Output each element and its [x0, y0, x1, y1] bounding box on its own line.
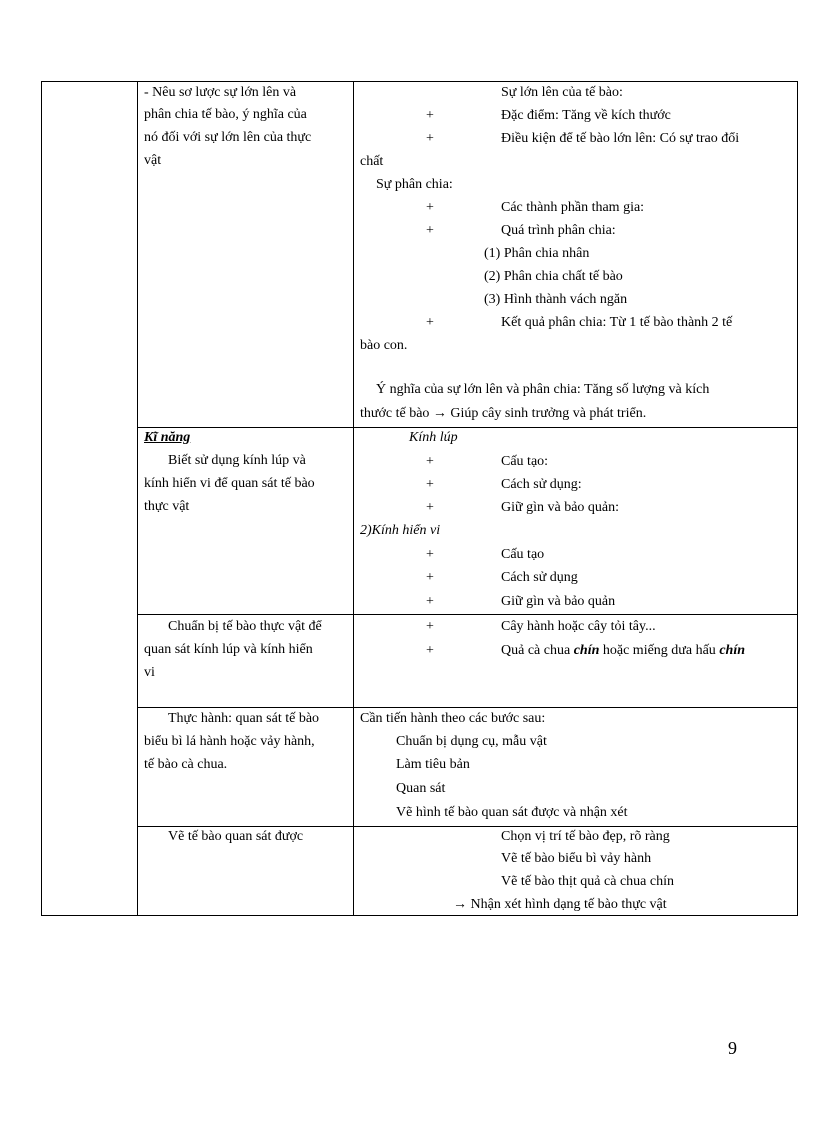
content-line: Kết quả phân chia: Từ 1 tế bào thành 2 tế [501, 315, 733, 330]
content-line: Quan sát [396, 781, 446, 796]
content-line: (3) Hình thành vách ngăn [484, 292, 628, 307]
content-line: Quá trình phân chia: [501, 223, 616, 238]
content-line: Cây hành hoặc cây tỏi tây... [501, 619, 656, 634]
content-line: Ý nghĩa của sự lớn lên và phân chia: Tăng số lượng và kích [376, 382, 710, 397]
content-line: Sự phân chia: [376, 177, 453, 192]
bullet: + [426, 223, 434, 238]
req-line: Chuẩn bị tế bào thực vật để [168, 619, 322, 634]
content-line: Vẽ hình tế bào quan sát được và nhận xét [396, 805, 628, 820]
content-line: chất [360, 154, 384, 169]
content-line: Chọn vị trí tế bào đẹp, rõ ràng [501, 829, 670, 844]
content-line: Làm tiêu bản [396, 757, 470, 772]
req-line: - Nêu sơ lược sự lớn lên và [144, 85, 297, 100]
req-line: phân chia tế bào, ý nghĩa của [144, 107, 307, 122]
content-line: Kính lúp [409, 430, 458, 445]
content-line: (1) Phân chia nhân [484, 246, 590, 261]
content-line: (2) Phân chia chất tế bào [484, 269, 623, 284]
req-line: nó đối với sự lớn lên của thực [144, 130, 312, 145]
req-line: thực vật [144, 499, 190, 514]
req-line: tế bào cà chua. [144, 757, 228, 772]
content-line: Giữ gìn và bảo quản [501, 594, 616, 609]
req-line: Vẽ tế bào quan sát được [168, 829, 304, 844]
content-line: Vẽ tế bào biểu bì vảy hành [501, 851, 652, 866]
bullet: + [426, 619, 434, 634]
text-span: hoặc miếng dưa hấu [602, 643, 716, 658]
bullet: + [426, 643, 434, 658]
bullet: + [426, 547, 434, 562]
content-line: Đặc điểm: Tăng về kích thước [501, 108, 671, 123]
req-line: quan sát kính lúp và kính hiển [144, 642, 313, 657]
bullet: + [426, 315, 434, 330]
content-line: Giữ gìn và bảo quản: [501, 500, 620, 515]
req-line: vi [144, 665, 155, 680]
content-line: thước tế bào → Giúp cây sinh trưởng và phát triển. [360, 406, 647, 421]
text-span: Quả cà chua [501, 643, 571, 658]
content-line: Cách sử dụng [501, 570, 578, 585]
section-heading: Kĩ năng [144, 430, 191, 445]
req-line: Biết sử dụng kính lúp và [168, 453, 306, 468]
req-line: biểu bì lá hành hoặc vảy hành, [144, 734, 315, 749]
content-line: Cách sử dụng: [501, 477, 582, 492]
content-line: Vẽ tế bào thịt quả cà chua chín [501, 874, 674, 889]
bullet: + [426, 454, 434, 469]
content-line: bào con. [360, 338, 408, 353]
page-number: 9 [728, 1038, 737, 1058]
emphasis: chín [719, 643, 745, 658]
bullet: + [426, 200, 434, 215]
emphasis: chín [573, 643, 600, 658]
content-line: Cần tiến hành theo các bước sau: [360, 711, 546, 726]
content-line: Cấu tạo [501, 547, 545, 562]
req-line: kính hiển vi để quan sát tế bào [144, 476, 315, 491]
bullet: + [426, 477, 434, 492]
bullet: + [426, 108, 434, 123]
bullet: + [426, 500, 434, 515]
content-line [501, 641, 745, 661]
content-line: Chuẩn bị dụng cụ, mẫu vật [396, 734, 547, 749]
req-line: Thực hành: quan sát tế bào [168, 711, 320, 726]
content-line: Các thành phần tham gia: [501, 200, 645, 215]
bullet: + [426, 131, 434, 146]
content-line: 2)Kính hiển vi [360, 523, 441, 538]
content-line: Sự lớn lên của tế bào: [501, 85, 623, 100]
content-line: → Nhận xét hình dạng tế bào thực vật [453, 897, 667, 912]
req-line: vật [144, 153, 162, 168]
content-line: Cấu tạo: [501, 454, 549, 469]
content-line: Điều kiện để tế bào lớn lên: Có sự trao đổi [501, 131, 740, 146]
bullet: + [426, 594, 434, 609]
bullet: + [426, 570, 434, 585]
